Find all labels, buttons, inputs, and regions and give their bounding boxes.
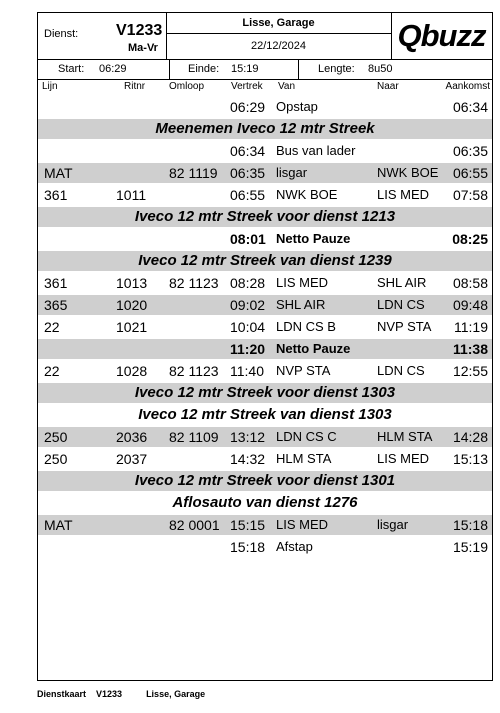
dienst-number: V1233 [116, 22, 163, 39]
cell-lijn: 365 [44, 297, 68, 313]
col-van: Van [278, 81, 296, 92]
cell-ritnr: 1021 [116, 319, 148, 335]
times-bar [38, 60, 492, 80]
footer-dienst: V1233 [96, 689, 123, 699]
end-label: Einde: [188, 63, 220, 75]
cell-naar: HLM STA [377, 429, 433, 444]
cell-van: SHL AIR [276, 297, 326, 312]
cell-aankomst: 12:55 [452, 363, 488, 379]
dienst-box [38, 13, 167, 59]
trip-row [38, 359, 492, 381]
col-omloop: Omloop [169, 81, 205, 92]
cell-ritnr: 1020 [116, 297, 148, 313]
cell-aankomst: 06:34 [452, 99, 488, 115]
trip-row [38, 447, 492, 469]
cell-vertrek: 06:29 [230, 99, 266, 115]
cell-vertrek: 10:04 [230, 319, 266, 335]
qbuzz-logo: Qbuzz [397, 18, 486, 53]
cell-vertrek: 08:28 [230, 275, 266, 291]
dienstkaart-sheet [37, 12, 493, 681]
cell-omloop: 82 1123 [169, 275, 219, 291]
section-banner: Iveco 12 mtr Streek van dienst 1303 [38, 403, 492, 425]
cell-van: LDN CS C [276, 429, 337, 444]
length-label: Lengte: [318, 63, 355, 75]
cell-ritnr: 2037 [116, 451, 148, 467]
cell-van: LIS MED [276, 275, 329, 290]
cell-aankomst: 15:18 [452, 517, 488, 533]
trip-row [38, 97, 492, 117]
cell-aankomst: 15:19 [452, 539, 488, 555]
col-naar: Naar [377, 81, 399, 92]
cell-ritnr: 1011 [116, 187, 147, 203]
cell-vertrek: 06:35 [230, 165, 266, 181]
footer [37, 689, 215, 699]
section-banner: Iveco 12 mtr Streek van dienst 1239 [38, 249, 492, 271]
section-banner: Aflosauto van dienst 1276 [38, 491, 492, 513]
cell-lijn: 22 [44, 363, 60, 379]
cell-lijn: 250 [44, 451, 68, 467]
cell-vertrek: 14:32 [230, 451, 266, 467]
divider [169, 60, 170, 79]
cell-naar: SHL AIR [377, 275, 427, 290]
pause-row [38, 337, 492, 359]
col-lijn: Lijn [42, 81, 58, 92]
trip-row [38, 425, 492, 447]
cell-van: Bus van lader [276, 143, 356, 158]
cell-van: NVP STA [276, 363, 331, 378]
cell-naar: NWK BOE [377, 165, 439, 180]
cell-van: Netto Pauze [276, 231, 351, 246]
footer-location: Lisse, Garage [146, 689, 206, 699]
dienst-label: Dienst: [44, 28, 79, 40]
section-banner: Meenemen Iveco 12 mtr Streek [38, 117, 492, 139]
location: Lisse, Garage [166, 13, 392, 34]
cell-vertrek: 08:01 [230, 231, 266, 247]
trip-row [38, 161, 492, 183]
cell-naar: LDN CS [377, 297, 425, 312]
trip-row [38, 315, 492, 337]
cell-aankomst: 07:58 [452, 187, 488, 203]
cell-aankomst: 14:28 [452, 429, 488, 445]
cell-naar: LIS MED [377, 451, 430, 466]
cell-lijn: 22 [44, 319, 60, 335]
cell-omloop: 82 1119 [169, 165, 218, 181]
cell-vertrek: 06:55 [230, 187, 266, 203]
schedule-rows [38, 97, 492, 557]
start-time: 06:29 [99, 63, 127, 75]
cell-van: LIS MED [276, 517, 329, 532]
cell-omloop: 82 1109 [169, 429, 219, 445]
cell-naar: NVP STA [377, 319, 432, 334]
cell-van: Netto Pauze [276, 341, 351, 356]
trip-row [38, 271, 492, 293]
trip-row [38, 535, 492, 557]
trip-row [38, 183, 492, 205]
column-headers [38, 80, 492, 98]
col-ritnr: Ritnr [124, 81, 146, 92]
length-value: 8u50 [368, 63, 393, 75]
pause-row [38, 227, 492, 249]
cell-omloop: 82 1123 [169, 363, 219, 379]
cell-ritnr: 1013 [116, 275, 148, 291]
cell-vertrek: 09:02 [230, 297, 266, 313]
cell-aankomst: 08:58 [452, 275, 488, 291]
divider [298, 60, 299, 79]
cell-aankomst: 09:48 [452, 297, 488, 313]
cell-ritnr: 1028 [116, 363, 148, 379]
cell-vertrek: 13:12 [230, 429, 266, 445]
cell-aankomst: 15:13 [452, 451, 488, 467]
cell-lijn: 250 [44, 429, 68, 445]
cell-lijn: MAT [44, 517, 73, 533]
cell-van: Opstap [276, 99, 318, 114]
cell-aankomst: 11:19 [454, 319, 488, 335]
cell-van: NWK BOE [276, 187, 338, 202]
cell-vertrek: 15:18 [230, 539, 266, 555]
trip-row [38, 139, 492, 161]
trip-row [38, 513, 492, 535]
cell-van: HLM STA [276, 451, 332, 466]
section-banner: Iveco 12 mtr Streek voor dienst 1213 [38, 205, 492, 227]
cell-naar: lisgar [377, 517, 409, 532]
cell-lijn: 361 [44, 187, 68, 203]
cell-naar: LIS MED [377, 187, 430, 202]
col-aankomst: Aankomst [445, 81, 490, 92]
cell-van: Afstap [276, 539, 313, 554]
date: 22/12/2024 [166, 34, 392, 59]
footer-label: Dienstkaart [37, 689, 87, 699]
cell-naar: LDN CS [377, 363, 425, 378]
start-label: Start: [58, 63, 85, 75]
cell-lijn: 361 [44, 275, 68, 291]
cell-van: lisgar [276, 165, 308, 180]
cell-aankomst: 06:55 [452, 165, 488, 181]
trip-row [38, 293, 492, 315]
dienst-days: Ma-Vr [128, 42, 158, 54]
cell-aankomst: 08:25 [452, 231, 488, 247]
cell-aankomst: 06:35 [452, 143, 488, 159]
section-banner: Iveco 12 mtr Streek voor dienst 1301 [38, 469, 492, 491]
col-vertrek: Vertrek [231, 81, 263, 92]
cell-vertrek: 06:34 [230, 143, 266, 159]
end-time: 15:19 [231, 63, 259, 75]
header [38, 13, 492, 60]
cell-omloop: 82 0001 [169, 517, 220, 533]
section-banner: Iveco 12 mtr Streek voor dienst 1303 [38, 381, 492, 403]
cell-vertrek: 11:40 [230, 363, 264, 379]
cell-aankomst: 11:38 [452, 341, 488, 357]
cell-van: LDN CS B [276, 319, 336, 334]
cell-vertrek: 11:20 [230, 341, 266, 357]
cell-lijn: MAT [44, 165, 73, 181]
cell-ritnr: 2036 [116, 429, 148, 445]
cell-vertrek: 15:15 [230, 517, 266, 533]
